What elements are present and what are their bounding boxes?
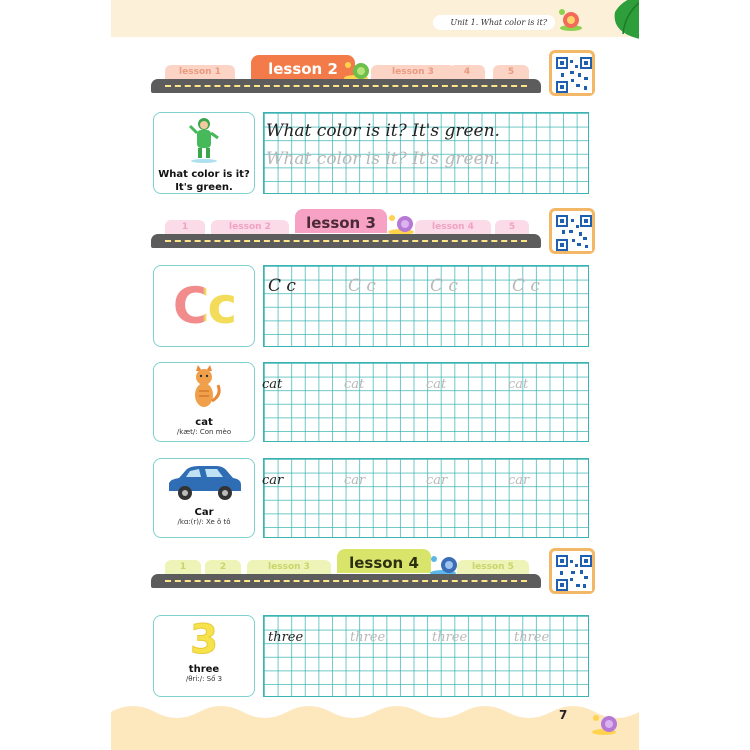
lesson-bar-2	[151, 206, 541, 248]
tab-lesson-3[interactable]: lesson 3	[371, 65, 455, 80]
car-trace: car	[508, 473, 530, 488]
letter-model: C c	[268, 276, 296, 296]
tab-lesson-4[interactable]: 4	[449, 65, 485, 80]
snail-icon	[591, 712, 621, 736]
car-word: Car	[194, 507, 214, 518]
tab-lesson-2-active[interactable]: lesson 2	[249, 53, 357, 81]
big-letters-cc: Cc	[172, 277, 236, 335]
road-divider	[151, 574, 541, 588]
sentence-model-text: What color is it? It's green.	[266, 121, 500, 141]
unit-title: Unit 1. What color is it?	[433, 15, 555, 30]
road-divider	[151, 234, 541, 248]
car-model: car	[262, 473, 284, 488]
three-trace: three	[432, 630, 468, 645]
tab-lesson-5[interactable]: lesson 5	[457, 560, 529, 575]
tab-lesson-3-active[interactable]: lesson 3	[293, 207, 389, 235]
cat-trace: cat	[344, 377, 365, 392]
tab-lesson-5[interactable]: 5	[493, 65, 529, 80]
cat-model: cat	[262, 377, 283, 392]
letter-card	[153, 265, 255, 347]
sentence-trace-text: What color is it? It's green.	[266, 149, 500, 169]
tab-lesson-4-active[interactable]: lesson 4	[335, 547, 433, 575]
tab-lesson-5[interactable]: 5	[495, 220, 529, 235]
tab-lesson-2[interactable]: 2	[205, 560, 241, 575]
tab-lesson-1[interactable]: 1	[165, 560, 201, 575]
car-icon	[165, 463, 243, 503]
car-ipa: /kɑː(r)/: Xe ô tô	[177, 518, 231, 526]
lesson-bar-1	[151, 52, 541, 94]
three-word: three	[188, 664, 220, 675]
sentence-caption-line1: What color is it?	[158, 169, 250, 180]
car-trace: car	[344, 473, 366, 488]
sentence-card	[153, 112, 255, 194]
tab-lesson-1[interactable]: 1	[165, 220, 205, 235]
qr-code[interactable]	[549, 208, 595, 254]
letter-trace: C c	[430, 276, 458, 296]
tab-lesson-3[interactable]: lesson 3	[247, 560, 331, 575]
qr-code[interactable]	[549, 50, 595, 96]
three-card	[153, 615, 255, 697]
letter-writing-grid	[263, 265, 589, 347]
car-trace: car	[426, 473, 448, 488]
sentence-caption-line2: It's green.	[175, 182, 233, 193]
snail-icon	[557, 6, 583, 32]
big-digit-three: 3	[190, 617, 218, 663]
three-trace: three	[350, 630, 386, 645]
cat-trace: cat	[508, 377, 529, 392]
qr-code[interactable]	[549, 548, 595, 594]
cat-icon	[184, 365, 224, 413]
lesson-bar-3	[151, 546, 541, 588]
cat-word: cat	[195, 417, 213, 428]
cat-trace: cat	[426, 377, 447, 392]
page-number: 7	[559, 708, 568, 722]
three-ipa: /θriː/: Số 3	[185, 675, 223, 683]
tab-lesson-2[interactable]: lesson 2	[211, 220, 289, 235]
letter-trace: C c	[348, 276, 376, 296]
cat-card	[153, 362, 255, 442]
three-trace: three	[514, 630, 550, 645]
cat-writing-grid	[263, 362, 589, 442]
leaf-icon	[601, 0, 639, 40]
workbook-page	[111, 0, 639, 750]
tab-lesson-1[interactable]: lesson 1	[165, 65, 235, 80]
letter-trace: C c	[512, 276, 540, 296]
car-writing-grid	[263, 458, 589, 538]
snail-icon	[387, 210, 417, 236]
road-divider	[151, 79, 541, 93]
tab-lesson-4[interactable]: lesson 4	[415, 220, 491, 235]
three-model: three	[268, 630, 304, 645]
sentence-writing-grid	[263, 112, 589, 194]
car-card	[153, 458, 255, 538]
three-writing-grid	[263, 615, 589, 697]
cat-ipa: /kæt/: Con mèo	[176, 428, 232, 436]
girl-raincoat-icon	[188, 116, 220, 164]
